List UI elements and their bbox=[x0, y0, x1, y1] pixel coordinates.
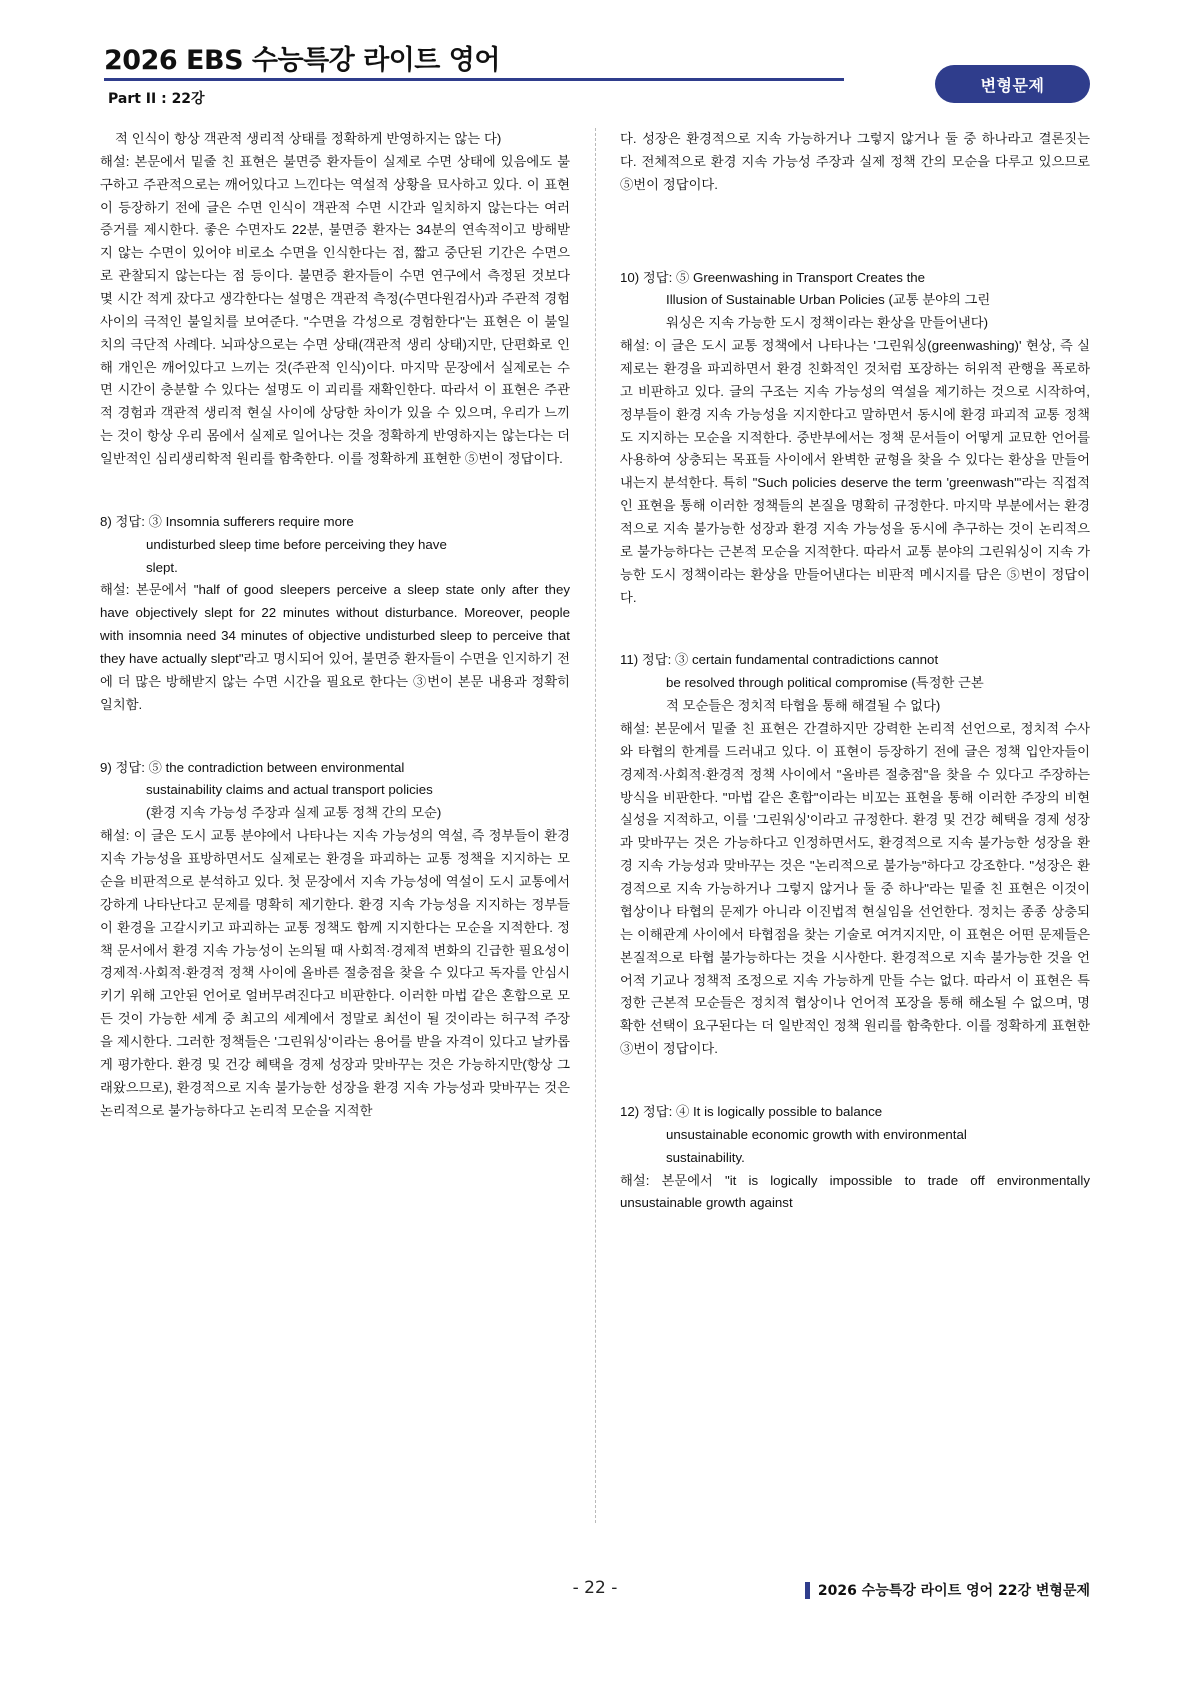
question-9-explanation-continued bbox=[620, 128, 1090, 197]
right-column bbox=[620, 128, 1090, 1215]
spacer bbox=[100, 471, 570, 511]
answer-line-3: (환경 지속 가능성 주장과 실제 교통 정책 간의 모순) bbox=[146, 805, 442, 821]
question-7-stem-tail bbox=[100, 128, 570, 151]
question-12-answer bbox=[620, 1101, 1090, 1170]
spacer bbox=[620, 197, 1090, 237]
page-number: - 22 - bbox=[572, 1578, 618, 1598]
footer-source-label: 2026 수능특강 라이트 영어 22강 변형문제 bbox=[817, 1583, 1090, 1599]
question-11-explanation bbox=[620, 718, 1090, 1061]
answer-line-2: undisturbed sleep time before perceiving they have bbox=[146, 536, 447, 552]
answer-line-3: slept. bbox=[146, 559, 178, 575]
question-9-answer bbox=[100, 757, 570, 826]
answer-line-1: 12) 정답: ④ It is logically possible to balance bbox=[620, 1103, 883, 1119]
spacer bbox=[100, 717, 570, 757]
question-10-answer bbox=[620, 267, 1090, 336]
question-9-explanation bbox=[100, 825, 570, 1122]
answer-line-1: 11) 정답: ③ certain fundamental contradictions cannot bbox=[620, 652, 939, 668]
answer-line-1: 10) 정답: ⑤ Greenwashing in Transport Creates the bbox=[620, 269, 926, 285]
footer-tick-icon bbox=[805, 1582, 810, 1599]
answer-line-2: be resolved through political compromise (특정한 근본 bbox=[666, 675, 984, 691]
answer-line-3: 워싱은 지속 가능한 도시 정책이라는 환상을 만들어낸다) bbox=[666, 315, 989, 331]
question-7-explanation bbox=[100, 151, 570, 471]
paragraph-text: 다. 성장은 환경적으로 지속 가능하거나 그렇지 않거나 둘 중 하나라고 결론짓는다. 전체적으로 환경 지속 가능성 주장과 실제 정책 간의 모순을 다루고 있으므로 ⑤번이 정답이다. bbox=[620, 131, 1090, 192]
answer-line-2: Illusion of Sustainable Urban Policies (교통 분야의 그린 bbox=[666, 292, 991, 308]
footer-source bbox=[805, 1580, 1090, 1600]
left-column bbox=[100, 128, 570, 1122]
variant-problem-badge: 변형문제 bbox=[935, 65, 1090, 103]
answer-line-1: 9) 정답: ⑤ the contradiction between environmental bbox=[100, 759, 405, 775]
part-label: Part II : 22강 bbox=[108, 91, 205, 107]
paragraph-text: 해설: 본문에서 "half of good sleepers perceive a sleep state only after they have objectively slept for 22 minutes without disturbance. Moreover, people with insomnia need 34 minutes of objective undisturbed sleep to perceive that they have actually slept"라고 명시되어 있어, 불면증 환자들이 수면을 인지하기 전에 더 많은 방해받지 않는 수면 시간을 필요로 한다는 ③번이 본문 내용과 정확히 일치함. bbox=[100, 582, 570, 712]
question-8-explanation bbox=[100, 579, 570, 716]
paragraph-text: 해설: 이 글은 도시 교통 정책에서 나타나는 '그린워싱(greenwashing)' 현상, 즉 실제로는 환경을 파괴하면서 환경 친화적인 것처럼 포장하는 허위적 관행을 폭로하고 비판하고 있다. 글의 구조는 지속 가능성의 역설을 제기하는 것으로 시작하여, 정부들이 환경 지속 가능성을 지지한다고 말하면서 동시에 환경 파괴적 교통 정책도 지지하는 모순을 지적한다. 중반부에서는 정책 문서들이 어떻게 교묘한 언어를 사용하여 상충되는 목표들 사이에서 완벽한 균형을 찾을 수 있다는 환상을 만들어내는지 분석한다. 특히 "Such policies deserve the term 'greenwash'"라는 직접적인 표현을 통해 이러한 정책들의 본질을 명확히 규정한다. 마지막 부분에서는 환경적으로 지속 불가능한 성장과 환경 지속 가능성을 동시에 추구하는 것이 논리적으로 불가능하다는 근본적 모순을 지적한다. 따라서 교통 분야의 그린워싱이 지속 가능한 도시 정책이라는 환상을 만들어낸다는 비판적 메시지를 담은 ⑤번이 정답이다. bbox=[620, 338, 1090, 605]
paragraph-text: 해설: 본문에서 밑줄 친 표현은 간결하지만 강력한 논리적 선언으로, 정치적 수사와 타협의 한계를 드러내고 있다. 이 표현이 등장하기 전에 글은 정책 입안자들이 경제적·사회적·환경적 정책 사이에서 "올바른 절충점"을 찾을 수 있다고 주장하는 방식을 비판한다. "마법 같은 혼합"이라는 비꼬는 표현을 통해 이러한 주장의 비현실성을 지적하고, 이를 '그린워싱'이라고 규정한다. 환경 및 건강 혜택을 경제 성장과 맞바꾸는 것은 가능하다고 인정하면서도, 환경적으로 지속 불가능한 성장을 환경 지속 가능성과 맞바꾸는 것은 "논리적으로 불가능"하다고 강조한다. "성장은 환경적으로 지속 가능하거나 그렇지 않거나 둘 중 하나"라는 밑줄 친 표현은 이것이 협상이나 타협의 문제가 아니라 이진법적 현실임을 선언한다. 정치는 종종 상충되는 이해관계 사이에서 타협점을 찾는 기술로 여겨지지만, 이 표현은 어떤 문제들은 본질적으로 타협 불가능하다는 것을 시사한다. 환경적으로 지속 불가능한 것을 언어적 기교나 정책적 조정으로 지속 가능하게 만들 수는 없다. 따라서 이 표현은 특정한 근본적 모순들은 정치적 협상이나 언어적 포장을 통해 해소될 수 없으며, 명확한 선택이 요구된다는 더 일반적인 정책 원리를 함축한다. 이를 정확하게 표현한 ③번이 정답이다. bbox=[620, 721, 1090, 1057]
spacer bbox=[620, 609, 1090, 649]
answer-line-1: 8) 정답: ③ Insomnia sufferers require more bbox=[100, 513, 354, 529]
answer-line-3: sustainability. bbox=[666, 1149, 745, 1165]
spacer bbox=[620, 1061, 1090, 1101]
document-title: 2026 EBS 수능특강 라이트 영어 bbox=[104, 45, 500, 76]
column-divider bbox=[595, 128, 596, 1523]
paragraph-text: 적 인식이 항상 객관적 생리적 상태를 정확하게 반영하지는 않는 다) bbox=[115, 131, 502, 146]
question-12-explanation bbox=[620, 1170, 1090, 1216]
question-10-explanation bbox=[620, 335, 1090, 609]
answer-line-3: 적 모순들은 정치적 타협을 통해 해결될 수 없다) bbox=[666, 698, 941, 714]
page-header bbox=[0, 38, 1190, 118]
answer-line-2: sustainability claims and actual transport policies bbox=[146, 782, 433, 798]
paragraph-text: 해설: 본문에서 밑줄 친 표현은 불면증 환자들이 실제로 수면 상태에 있음에도 불구하고 주관적으로는 깨어있다고 느낀다는 역설적 상황을 묘사하고 있다. 이 표현이 등장하기 전에 글은 수면 인식이 객관적 수면 시간과 일치하지 않는다는 여러 증거를 제시한다. 좋은 수면자도 22분, 불면증 환자는 34분의 연속적이고 방해받지 않는 수면이 있어야 비로소 수면을 인식한다는 점, 짧고 중단된 기간은 수면으로 관찰되지 않는다는 점 등이다. 불면증 환자들이 수면 연구에서 측정된 것보다 몇 시간 적게 잤다고 생각한다는 설명은 객관적 측정(수면다원검사)과 주관적 경험 사이의 극적인 불일치를 보여준다. "수면을 각성으로 경험한다"는 표현은 이 불일치의 극단적 사례다. 뇌파상으로는 수면 상태(객관적 생리 상태)지만, 단편화로 인해 개인은 깨어있다고 느끼는 것(주관적 인식)이다. 마지막 문장에서 실제로는 수면 시간이 충분할 수 있다는 설명도 이 괴리를 재확인한다. 따라서 이 표현은 주관적 경험과 객관적 생리적 현실 사이에 상당한 차이가 있을 수 있으며, 우리가 느끼는 것이 항상 우리 몸에서 실제로 일어나는 것을 정확하게 반영하지는 않는다는 더 일반적인 심리생리학적 원리를 함축한다. 이를 정확하게 표현한 ⑤번이 정답이다. bbox=[100, 153, 570, 467]
spacer bbox=[620, 237, 1090, 267]
answer-line-2: unsustainable economic growth with environmental bbox=[666, 1126, 967, 1142]
body-columns bbox=[100, 128, 1090, 1558]
page-footer bbox=[0, 1578, 1190, 1608]
question-11-answer bbox=[620, 649, 1090, 718]
paragraph-text: 해설: 본문에서 "it is logically impossible to trade off environmentally unsustainable growth against bbox=[620, 1172, 1090, 1211]
header-divider bbox=[104, 78, 844, 81]
paragraph-text: 해설: 이 글은 도시 교통 분야에서 나타나는 지속 가능성의 역설, 즉 정부들이 환경 지속 가능성을 표방하면서도 실제로는 환경을 파괴하는 교통 정책을 지지하는 모순을 비판적으로 분석하고 있다. 첫 문장에서 지속 가능성에 역설이 도시 교통에서 강하게 나타난다고 문제를 명확히 제기한다. 환경 지속 가능성을 지지하는 정부들이 환경을 고갈시키고 파괴하는 교통 정책도 함께 지지한다는 모순을 지적한다. 정책 문서에서 환경 지속 가능성이 논의될 때 사회적·경제적 변화의 긴급한 필요성이 경제적·사회적·환경적 정책 사이에 올바른 절충점을 찾을 수 있다고 독자를 안심시키기 위해 고안된 언어로 얼버무려진다고 비판한다. 이러한 마법 같은 혼합으로 모든 것이 가능한 세계 중 최고의 세계에서 정말로 최선이 될 것이라는 허구적 주장을 제시한다. 그러한 정책들은 '그린워싱'이라는 용어를 받을 자격이 있다고 날카롭게 평가한다. 환경 및 건강 혜택을 경제 성장과 맞바꾸는 것은 가능하지만(항상 그래왔으므로), 환경적으로 지속 불가능한 성장을 환경 지속 가능성과 맞바꾸는 것은 논리적으로 불가능하다고 논리적 모순을 지적한 bbox=[100, 828, 570, 1118]
question-8-answer bbox=[100, 511, 570, 580]
